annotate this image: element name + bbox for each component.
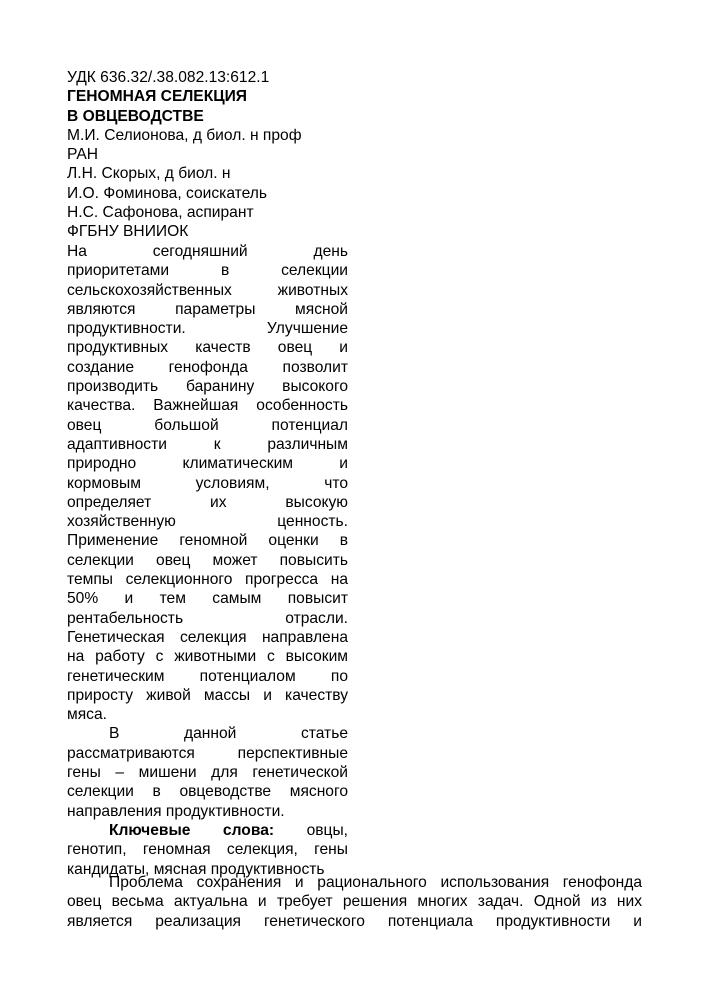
- article-header: [67, 68, 367, 242]
- abstract-line: гены – мишени для генетической: [67, 764, 348, 782]
- article-title-line-1: ГЕНОМНАЯ СЕЛЕКЦИЯ: [67, 88, 248, 106]
- author-4: Н.С. Сафонова, аспирант: [67, 204, 254, 222]
- abstract-line: В данной статье: [109, 725, 348, 743]
- affiliation: ФГБНУ ВНИИОК: [67, 223, 189, 241]
- abstract-line: 50% и тем самым повысит: [67, 590, 348, 608]
- keywords-line-1: [67, 821, 348, 840]
- udc-code: УДК 636.32/.38.082.13:612.1: [67, 69, 270, 86]
- abstract-line: хозяйственную ценность.: [67, 513, 348, 531]
- abstract-line: направления продуктивности.: [67, 802, 285, 820]
- abstract-line: производить баранину высокого: [67, 378, 348, 396]
- abstract-line: селекции овец может повысить: [67, 551, 348, 569]
- abstract-line: адаптивности к различным: [67, 435, 348, 453]
- abstract-line: кормовым условиям, что: [67, 474, 348, 492]
- keywords-line: кандидаты, мясная продуктивность: [67, 860, 325, 878]
- abstract-line: темпы селекционного прогресса на: [67, 571, 348, 589]
- abstract-line: генетическим потенциалом по: [67, 667, 348, 685]
- abstract-line: овец большой потенциал: [67, 416, 348, 434]
- abstract-line: приросту живой массы и качеству: [67, 686, 348, 704]
- body-line: является реализация генетического потенциала продуктивности и: [67, 912, 642, 930]
- body-line: овец весьма актуальна и требует решения многих задач. Одной из них: [67, 893, 642, 911]
- author-2: Л.Н. Скорых, д биол. н: [67, 165, 231, 183]
- abstract-line: Генетическая селекция направлена: [67, 628, 348, 646]
- abstract-line: приоритетами в селекции: [67, 262, 348, 280]
- author-1-line-1: М.И. Селионова, д биол. н проф: [67, 126, 302, 144]
- abstract-line: продуктивности. Улучшение: [67, 320, 348, 338]
- body-line: Проблема сохранения и рационального использования генофонда: [109, 874, 642, 891]
- author-3: И.О. Фоминова, соискатель: [67, 184, 268, 202]
- abstract-line: На сегодняшний день: [67, 243, 348, 260]
- abstract-line: определяет их высокую: [67, 493, 348, 511]
- keywords: [67, 821, 348, 879]
- abstract-paragraph-2: [67, 724, 348, 820]
- keywords-line: генотип, геномная селекция, гены: [67, 841, 348, 859]
- keywords-label: Ключевые слова:: [109, 821, 275, 839]
- author-1-line-2: РАН: [67, 146, 99, 164]
- abstract-line: создание генофонда позволит: [67, 358, 348, 376]
- abstract-line: Применение геномной оценки в: [67, 532, 348, 550]
- abstract-line: на работу с животными с высоким: [67, 648, 348, 666]
- abstract-line: природно климатическим и: [67, 455, 348, 473]
- abstract-line: качества. Важнейшая особенность: [67, 397, 348, 415]
- abstract-line: рассматриваются перспективные: [67, 744, 348, 762]
- abstract-line: мяса.: [67, 706, 107, 724]
- body-paragraph: [67, 873, 642, 931]
- abstract-line: являются параметры мясной: [67, 300, 348, 318]
- abstract-line: сельскохозяйственных животных: [67, 281, 348, 299]
- keywords-first-term: овцы,: [306, 821, 348, 839]
- abstract: [67, 242, 348, 879]
- abstract-line: рентабельность отрасли.: [67, 609, 348, 627]
- article-title-line-2: В ОВЦЕВОДСТВЕ: [67, 107, 204, 125]
- abstract-line: продуктивных качеств овец и: [67, 339, 348, 357]
- abstract-line: селекции в овцеводстве мясного: [67, 783, 348, 801]
- abstract-paragraph-1: [67, 242, 348, 724]
